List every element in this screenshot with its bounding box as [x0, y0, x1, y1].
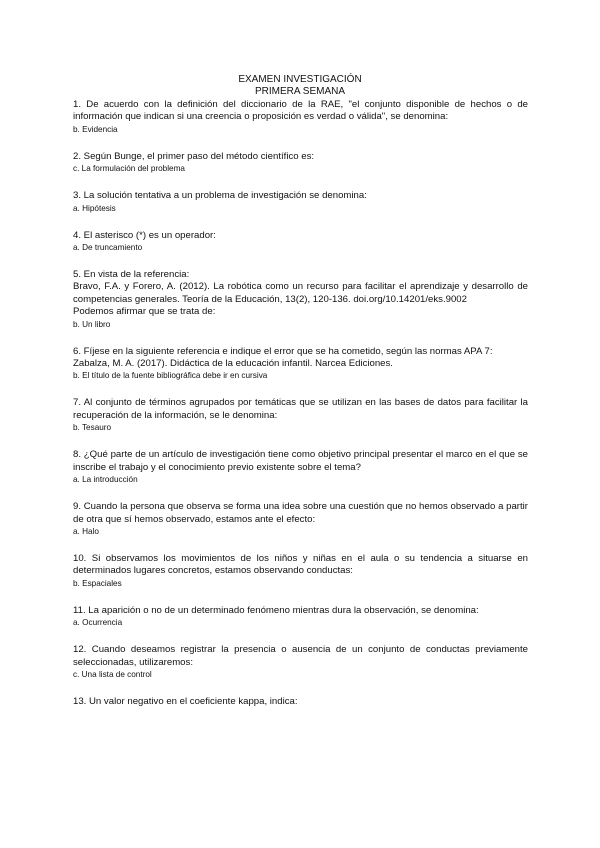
answer-text: c. La formulación del problema: [73, 164, 185, 174]
question-10: [73, 553, 528, 590]
question-9: [73, 501, 528, 538]
answer-text: a. Hipótesis: [73, 203, 116, 213]
question-11: [73, 605, 528, 629]
question-7: [73, 397, 528, 434]
question-followup: Podemos afirmar que se trata de:: [73, 306, 216, 318]
question-text: 13. Un valor negativo en el coeficiente kappa, indica:: [73, 695, 298, 707]
question-text: 7. Al conjunto de términos agrupados por temáticas que se utilizan en las bases de datos para facilitar la recuperación de la información, se le denomina:: [73, 397, 528, 421]
question-text: 4. El asterisco (*) es un operador:: [73, 229, 216, 241]
answer-text: c. Una lista de control: [73, 669, 152, 679]
question-text: 11. La aparición o no de un determinado fenómeno mientras dura la observación, se denomina:: [73, 604, 479, 616]
question-1: [73, 99, 528, 136]
answer-text: b. Tesauro: [73, 423, 112, 433]
exam-subtitle: PRIMERA SEMANA: [254, 86, 346, 97]
answer-text: a. La introducción: [73, 475, 138, 485]
answer-text: b. Evidencia: [73, 124, 118, 134]
question-3: [73, 190, 528, 214]
question-text: 6. Fíjese en la siguiente referencia e indique el error que se ha cometido, según las normas APA 7:: [73, 345, 493, 357]
question-12: [73, 644, 528, 681]
question-4: [73, 230, 528, 254]
question-text: 2. Según Bunge, el primer paso del método científico es:: [73, 150, 315, 162]
question-text: 8. ¿Qué parte de un artículo de investigación tiene como objetivo principal presentar el marco en el que se inscribe el trabajo y el conocimiento previo existente sobre el tema?: [73, 449, 528, 473]
question-8: [73, 449, 528, 486]
questions-list: [73, 99, 528, 723]
reference-text: Zabalza, M. A. (2017). Didáctica de la educación infantil. Narcea Ediciones.: [73, 358, 393, 370]
question-text: 1. De acuerdo con la definición del diccionario de la RAE, "el conjunto disponible de hechos o de información que indican si una creencia o proposición es verdad o válida", se denomina:: [73, 99, 528, 123]
question-text: 12. Cuando deseamos registrar la presencia o ausencia de un conjunto de conductas previamente seleccionadas, utilizaremos:: [73, 644, 528, 668]
answer-text: a. Halo: [73, 526, 99, 536]
question-text: 10. Si observamos los movimientos de los niños y niñas en el aula o su tendencia a situarse en determinados lugares concretos, estamos observando conductas:: [73, 552, 528, 577]
answer-text: b. Espaciales: [73, 578, 122, 588]
question-text: 5. En vista de la referencia:: [73, 269, 190, 281]
exam-title: EXAMEN INVESTIGACIÓN: [238, 74, 362, 85]
answer-text: b. Un libro: [73, 319, 111, 329]
answer-text: b. El título de la fuente bibliográfica debe ir en cursiva: [73, 371, 268, 381]
question-text: 9. Cuando la persona que observa se forma una idea sobre una cuestión que no hemos observado a partir de otra que sí hemos observado, estamos ante el efecto:: [73, 501, 528, 525]
question-6: [73, 346, 528, 383]
question-text: 3. La solución tentativa a un problema de investigación se denomina:: [73, 190, 367, 202]
answer-text: a. Ocurrencia: [73, 618, 123, 628]
question-13: [73, 696, 528, 708]
question-5: [73, 269, 528, 331]
reference-text: Bravo, F.A. y Forero, A. (2012). La robótica como un recurso para facilitar el aprendizaje y desarrollo de competencias generales. Teoría de la Educación, 13(2), 120-136. doi.org/10.14201/eks.9002: [73, 281, 528, 305]
question-2: [73, 151, 528, 175]
answer-text: a. De truncamiento: [73, 243, 143, 253]
